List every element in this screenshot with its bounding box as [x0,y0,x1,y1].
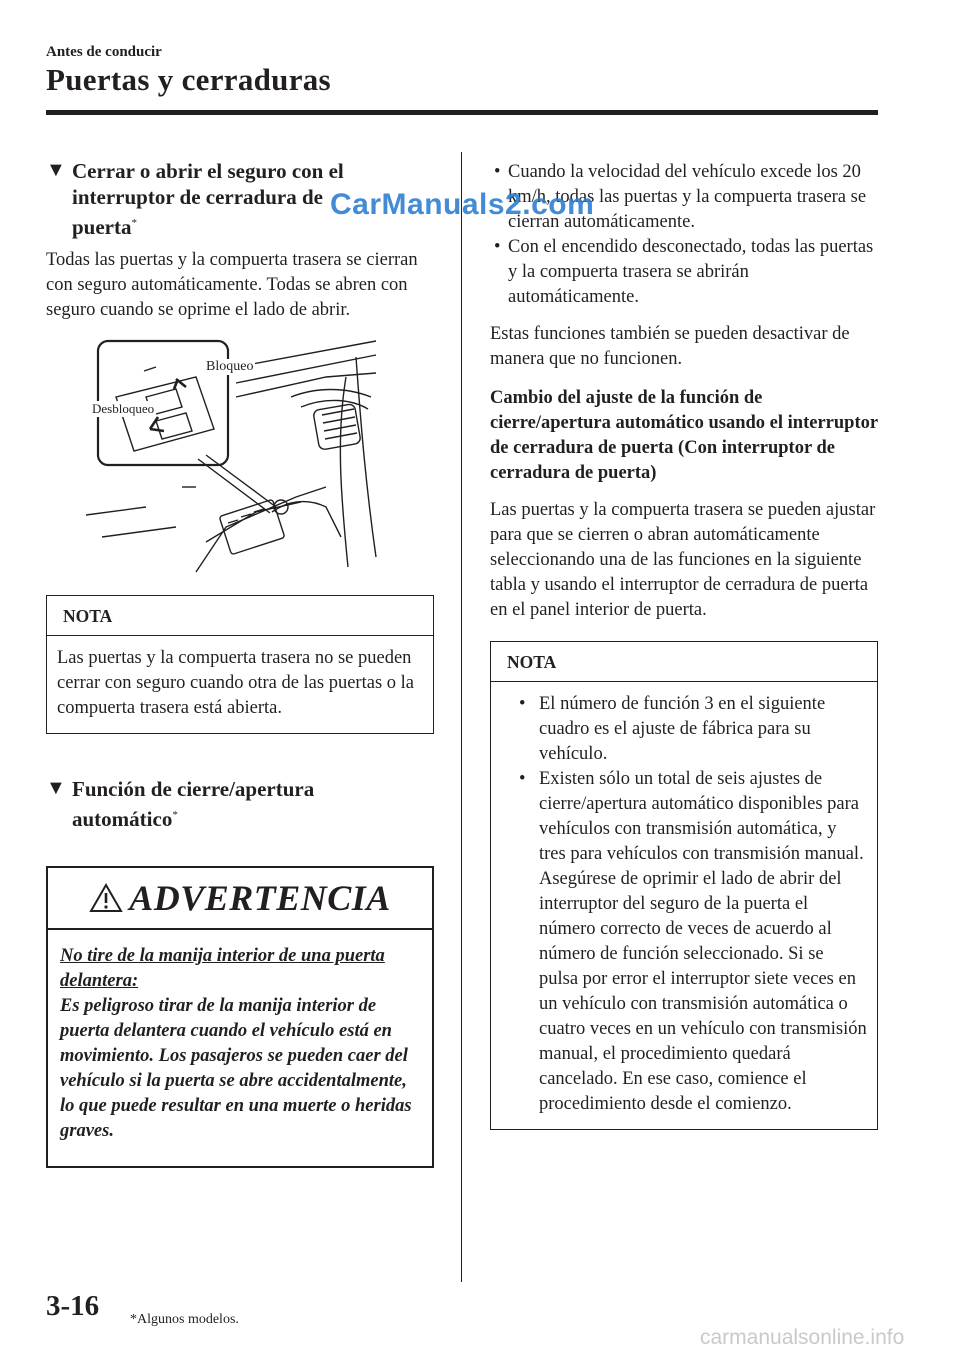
list-item: • Existen sólo un total de seis ajustes de cierre/apertura automático disponibles para vehículos con transmisión automática, y tres para vehículos con transmisión manual. Asegúrese de oprimir el lado de abrir del interruptor del seguro de la puerta el número correcto de veces de acuerdo al número de función seleccionado. Si se pulsa por error el interruptor siete veces en un vehículo con transmisión automática o cuatro veces en un vehículo con transmisión manual, el procedimiento quedará cancelado. En ese caso, comience el procedimiento desde el comienzo. [501,767,867,1117]
note-box [490,641,878,1130]
warning-box [46,866,434,1168]
footnote: *Algunos modelos. [130,1312,239,1327]
left-column [46,158,434,1168]
auto-lock-conditions-list [490,160,880,310]
lock-label: Bloqueo [206,359,254,374]
watermark: CarManuals2.com [330,188,595,221]
page-title: Puertas y cerraduras [46,62,331,97]
warning-body [48,930,432,1166]
subheading: Cambio del ajuste de la función de cierre/apertura automático usando el interruptor de cerradura de puerta (Con interruptor de cerradura de puerta) [490,388,878,483]
note-body [491,682,877,1129]
section-heading-auto-lock [46,776,434,832]
heading-line: Función de cierre/apertura [72,777,315,801]
list-item: • El número de función 3 en el siguiente cuadro es el ajuste de fábrica para su vehículo. [501,692,867,767]
note-box [46,595,434,734]
triangle-marker-icon: ▼ [46,777,66,799]
note-title: NOTA [47,596,433,636]
paragraph: Todas las puertas y la compuerta trasera se cierran con seguro automáticamente. Todas se abren con seguro cuando se oprime el lado de abrir. [46,250,418,320]
footnote-marker: * [172,809,178,821]
heading-line: puerta [72,215,132,239]
paragraph: Estas funciones también se pueden desactivar de manera que no funcionen. [490,324,850,369]
warning-text: Es peligroso tirar de la manija interior de puerta delantera cuando el vehículo está en movimiento. Los pasajeros se pueden caer del vehículo si la puerta se abre accidentalmente, lo que puede resultar en una muerte o heridas graves. [60,996,412,1141]
chapter-label: Antes de conducir [46,44,162,60]
column-divider [461,152,462,1282]
page-number: 3-16 [46,1290,100,1322]
warning-header [48,868,432,930]
warning-lead: No tire de la manija interior de una puerta delantera: [60,946,385,991]
note-title: NOTA [491,642,877,682]
header-rule [46,110,878,115]
paragraph: Las puertas y la compuerta trasera se pueden ajustar para que se cierren o abran automáticamente seleccionando una de las funciones en la siguiente tabla y usando el interruptor de cerradura de puerta en el panel interior de puerta. [490,500,876,620]
note-text: Las puertas y la compuerta trasera no se pueden cerrar con seguro cuando otra de las puertas o la compuerta trasera está abierta. [57,648,414,718]
heading-line: interruptor de cerradura de [72,185,323,209]
watermark: carmanualsonline.info [700,1326,905,1349]
heading-line: automático [72,807,173,831]
unlock-label: Desbloqueo [92,401,155,416]
list-item: • Con el encendido desconectado, todas las puertas y la compuerta trasera se abrirán automáticamente. [490,235,880,310]
right-column [490,160,880,1130]
footnote-marker: * [131,217,137,229]
triangle-marker-icon: ▼ [46,159,66,181]
warning-title: ADVERTENCIA [129,878,391,918]
list-item: • Cuando la velocidad del vehículo excede los 20 km/h, todas las puertas y la compuerta trasera se cierran automáticamente. [490,160,880,235]
heading-line: Cerrar o abrir el seguro con el [72,159,344,183]
warning-triangle-icon [89,883,123,913]
door-lock-switch-illustration [86,337,386,577]
